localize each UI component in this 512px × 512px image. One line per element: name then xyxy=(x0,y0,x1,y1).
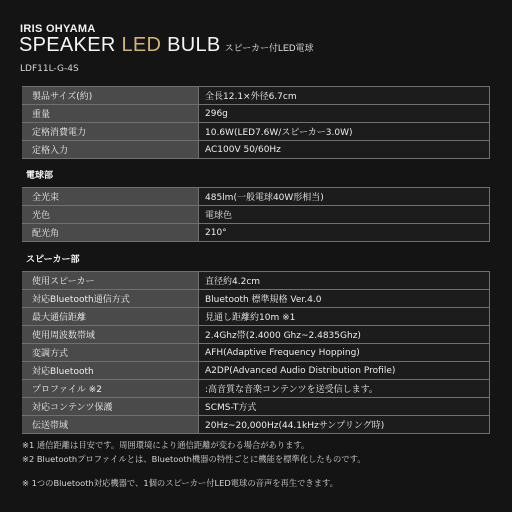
spec-value: 電球色 xyxy=(199,206,490,224)
footnote-1: ※1 通信距離は目安です。周囲環境により通信距離が変わる場合があります。 xyxy=(22,440,310,450)
speaker-spec-table xyxy=(22,271,490,434)
spec-key: 最大通信距離 xyxy=(22,308,199,326)
title-speaker: SPEAKER xyxy=(19,34,122,56)
spec-key: 対応コンテンツ保護 xyxy=(22,398,199,416)
spec-value: 全長12.1×外径6.7cm xyxy=(199,87,490,105)
spec-key: 使用周波数帯域 xyxy=(22,326,199,344)
table-row xyxy=(22,308,490,326)
model-number: LDF11L-G-4S xyxy=(20,64,79,74)
table-row xyxy=(22,123,490,141)
table-row xyxy=(22,87,490,105)
table-row xyxy=(22,105,490,123)
brand-logo: IRIS OHYAMA xyxy=(20,23,96,35)
spec-value: AFH(Adaptive Frequency Hopping) xyxy=(199,344,490,362)
title-japanese: スピーカー付LED電球 xyxy=(224,43,314,53)
spec-value: 直径約4.2cm xyxy=(199,272,490,290)
spec-value: 485lm(一般電球40W形相当) xyxy=(199,188,490,206)
spec-value: 見通し距離約10m ※1 xyxy=(199,308,490,326)
table-row xyxy=(22,380,490,398)
page-title xyxy=(19,34,314,57)
spec-key: 定格入力 xyxy=(22,141,199,159)
spec-key: 製品サイズ(約) xyxy=(22,87,199,105)
spec-value: 10.6W(LED7.6W/スピーカー3.0W) xyxy=(199,123,490,141)
spec-value: 20Hz~20,000Hz(44.1kHzサンプリング時) xyxy=(199,416,490,434)
section-heading-light: 電球部 xyxy=(26,171,54,181)
spec-key: 全光束 xyxy=(22,188,199,206)
table-row xyxy=(22,326,490,344)
spec-value: 2.4Ghz帯(2.4000 Ghz~2.4835Ghz) xyxy=(199,326,490,344)
spec-key: 使用スピーカー xyxy=(22,272,199,290)
spec-key: 対応Bluetooth通信方式 xyxy=(22,290,199,308)
table-row xyxy=(22,362,490,380)
table-row xyxy=(22,188,490,206)
general-spec-table xyxy=(22,86,490,159)
spec-value: SCMS-T方式 xyxy=(199,398,490,416)
section-heading-speaker: スピーカー部 xyxy=(26,255,80,265)
spec-key: プロファイル ※2 xyxy=(22,380,199,398)
table-row xyxy=(22,290,490,308)
table-row xyxy=(22,272,490,290)
spec-value: :高音質な音楽コンテンツを送受信します。 xyxy=(199,380,490,398)
spec-key: 対応Bluetooth xyxy=(22,362,199,380)
spec-key: 光色 xyxy=(22,206,199,224)
spec-key: 伝送帯域 xyxy=(22,416,199,434)
footnote-3: ※ 1つのBluetooth対応機器で、1個のスピーカー付LED電球の音声を再生できます。 xyxy=(22,478,338,488)
table-row xyxy=(22,224,490,242)
spec-value: A2DP(Advanced Audio Distribution Profile) xyxy=(199,362,490,380)
spec-key: 配光角 xyxy=(22,224,199,242)
spec-value: AC100V 50/60Hz xyxy=(199,141,490,159)
spec-value: Bluetooth 標準規格 Ver.4.0 xyxy=(199,290,490,308)
table-row xyxy=(22,141,490,159)
title-led: LED xyxy=(121,34,162,56)
table-row xyxy=(22,206,490,224)
footnotes xyxy=(22,438,366,490)
table-row xyxy=(22,416,490,434)
spec-value: 210° xyxy=(199,224,490,242)
light-spec-table xyxy=(22,187,490,242)
spec-key: 重量 xyxy=(22,105,199,123)
spec-key: 変調方式 xyxy=(22,344,199,362)
spec-key: 定格消費電力 xyxy=(22,123,199,141)
footnote-2: ※2 Bluetoothプロファイルとは、Bluetooth機器の特性ごとに機能を標準化したものです。 xyxy=(22,454,366,464)
spec-value: 296g xyxy=(199,105,490,123)
table-row xyxy=(22,398,490,416)
title-bulb: BULB xyxy=(161,34,221,56)
table-row xyxy=(22,344,490,362)
